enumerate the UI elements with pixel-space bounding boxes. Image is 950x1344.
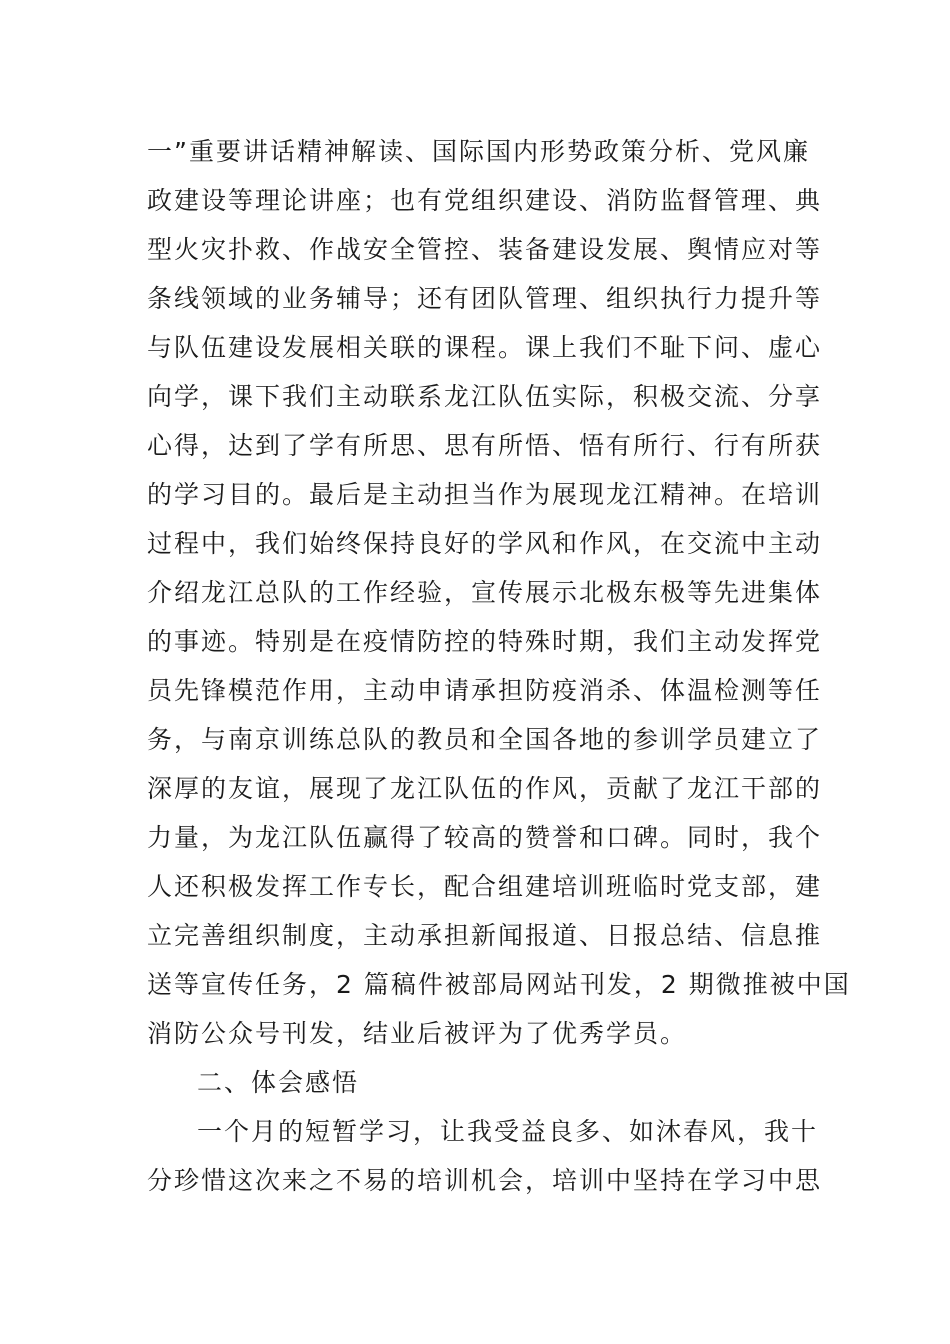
paragraph-line: 心得，达到了学有所思、思有所悟、悟有所行、行有所获 (147, 431, 823, 460)
paragraph-line: 人还积极发挥工作专长，配合组建培训班临时党支部，建 (147, 872, 823, 901)
paragraph-line: 送等宣传任务，2 篇稿件被部局网站刊发，2 期微推被中国 (147, 970, 851, 999)
paragraph-line: 政建设等理论讲座；也有党组织建设、消防监督管理、典 (147, 186, 823, 215)
paragraph-line: 一个月的短暂学习，让我受益良多、如沐春风，我十 (197, 1117, 819, 1146)
paragraph-line: 一”重要讲话精神解读、国际国内形势政策分析、党风廉 (147, 137, 810, 166)
paragraph-line: 型火灾扑救、作战安全管控、装备建设发展、舆情应对等 (147, 235, 823, 264)
paragraph-line: 向学，课下我们主动联系龙江队伍实际，积极交流、分享 (147, 382, 823, 411)
paragraph-line: 员先锋模范作用，主动申请承担防疫消杀、体温检测等任 (147, 676, 823, 705)
paragraph-line: 消防公众号刊发，结业后被评为了优秀学员。 (147, 1019, 688, 1048)
paragraph-line: 介绍龙江总队的工作经验，宣传展示北极东极等先进集体 (147, 578, 823, 607)
paragraph-line: 与队伍建设发展相关联的课程。课上我们不耻下问、虚心 (147, 333, 823, 362)
section-heading: 二、体会感悟 (197, 1068, 360, 1097)
paragraph-line: 的事迹。特别是在疫情防控的特殊时期，我们主动发挥党 (147, 627, 823, 656)
paragraph-line: 条线领域的业务辅导；还有团队管理、组织执行力提升等 (147, 284, 823, 313)
paragraph-line: 立完善组织制度，主动承担新闻报道、日报总结、信息推 (147, 921, 823, 950)
paragraph-line: 分珍惜这次来之不易的培训机会，培训中坚持在学习中思 (147, 1166, 823, 1195)
paragraph-line: 的学习目的。最后是主动担当作为展现龙江精神。在培训 (147, 480, 823, 509)
paragraph-line: 过程中，我们始终保持良好的学风和作风，在交流中主动 (147, 529, 823, 558)
paragraph-line: 深厚的友谊，展现了龙江队伍的作风，贡献了龙江干部的 (147, 774, 823, 803)
paragraph-line: 力量，为龙江队伍赢得了较高的赞誉和口碑。同时，我个 (147, 823, 823, 852)
body-text (147, 127, 851, 1205)
paragraph-line: 务，与南京训练总队的教员和全国各地的参训学员建立了 (147, 725, 823, 754)
